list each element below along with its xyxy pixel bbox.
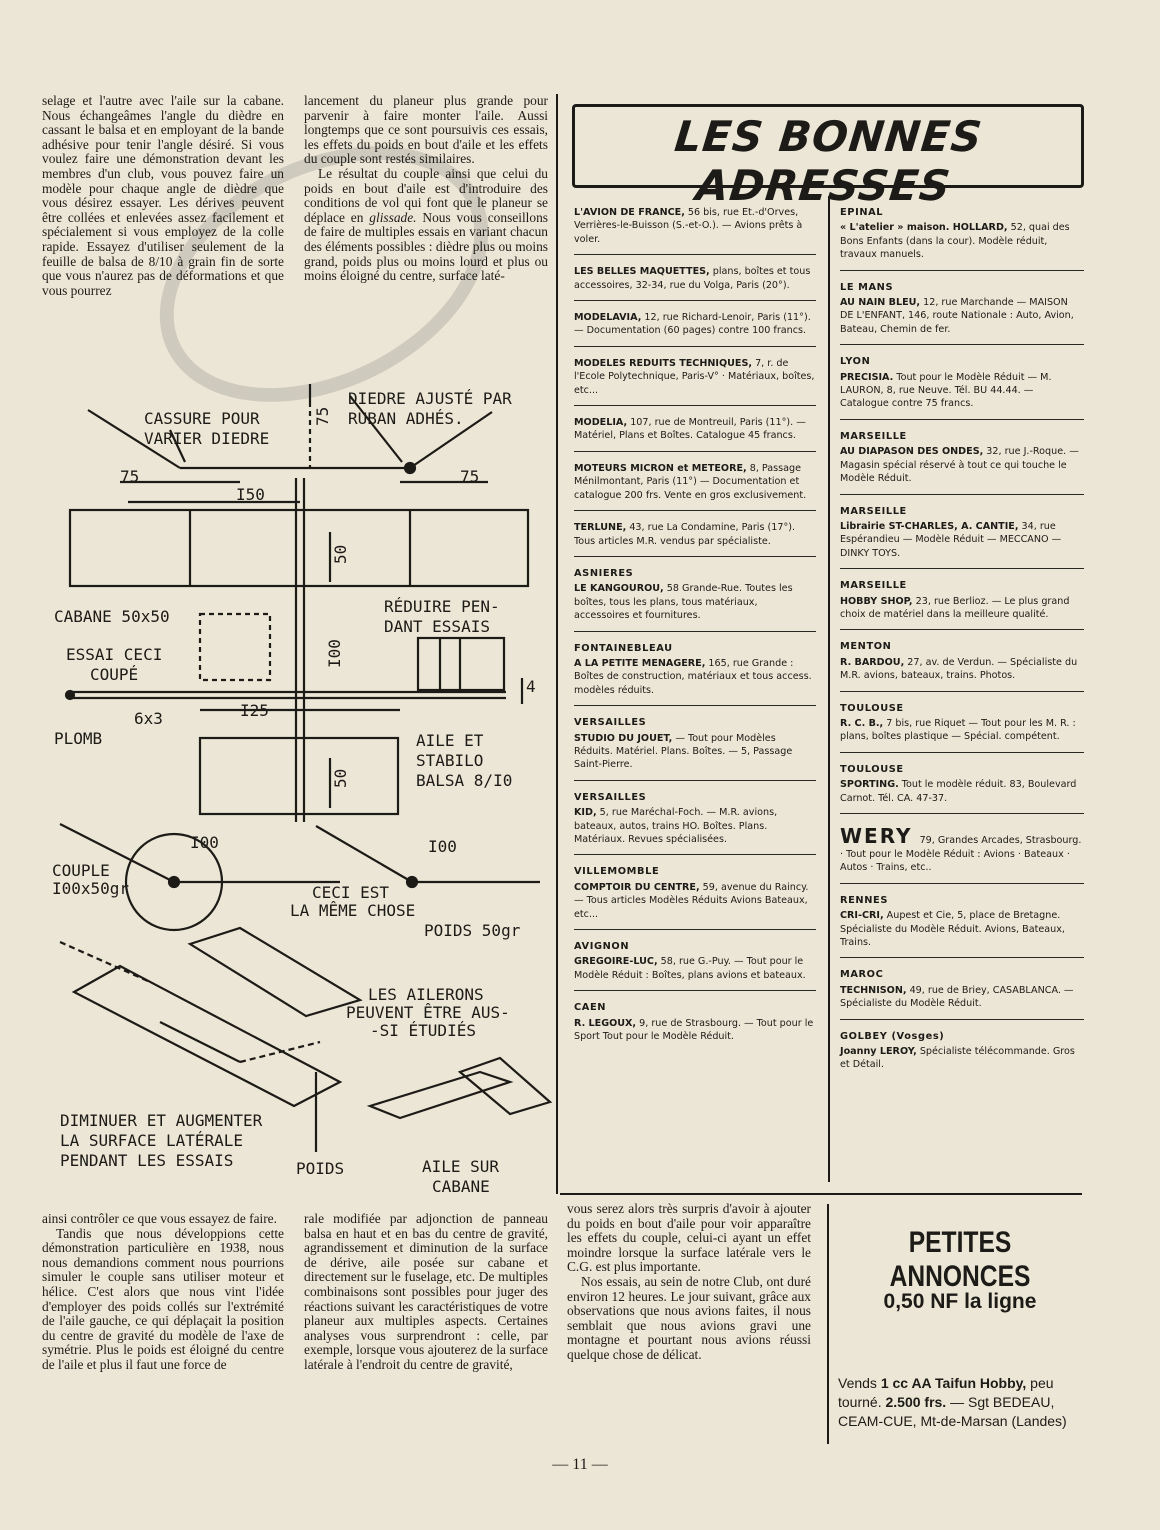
- address-city: TOULOUSE: [840, 763, 904, 775]
- address-text: [574, 1017, 816, 1044]
- addresses-right-column: [840, 202, 1084, 1086]
- address-text: [840, 520, 1084, 560]
- shop-name: R. C. B.,: [840, 717, 884, 729]
- address-text: [574, 416, 816, 443]
- address-city: VERSAILLES: [574, 717, 647, 729]
- shop-details: 7, r. de l'Ecole Polytechnique, Paris-V° · Matériaux, boîtes, etc...: [574, 357, 815, 396]
- shop-name: TERLUNE,: [574, 522, 627, 534]
- paragraph: Le résultat du couple ainsi que celui du poids en bout d'aile est d'introduire des conditions de vol qui font que le planeur se déplace en glissade. Nous vous conseillons de faire de multiples essais en variant chacun des éléments possibles : dièdre plus ou moins grand, poids plus ou moins lourd et plus ou moins éloigné du centre, surface laté-: [304, 165, 548, 284]
- address-entry: [574, 861, 816, 930]
- shop-name: HOBBY SHOP,: [840, 595, 913, 607]
- section-title: LES BONNES ADRESSES: [672, 112, 985, 210]
- address-text: [840, 296, 1084, 336]
- shop-details: 27, av. de Verdun. — Spécialiste du M.R. avions, bateaux, trains. Photos.: [840, 656, 1078, 682]
- article-column-1-bottom: [42, 1212, 284, 1373]
- address-text: [840, 221, 1084, 261]
- shop-name: PRECISIA.: [840, 371, 894, 383]
- shop-details: 34, rue Espérandieu — Modèle Réduit — MECCANO — DINKY TOYS.: [840, 520, 1062, 559]
- label-cassure: CASSURE POUR: [144, 409, 260, 428]
- shop-details: Tout pour le Modèle Réduit — M. LAURON, 8, rue Neuve. Tél. BU 44.44. — Catalogue contre 75 francs.: [840, 371, 1052, 410]
- label-diedre-2: RUBAN ADHÉS.: [348, 409, 464, 428]
- address-text: [574, 806, 816, 846]
- address-entry: [840, 820, 1084, 884]
- label-diedre-1: DIEDRE AJUSTÉ PAR: [348, 389, 512, 408]
- label-couple-1: COUPLE: [52, 861, 110, 880]
- paragraph: Nos essais, au sein de notre Club, ont duré environ 12 heures. Le jour suivant, grâce aux observations que nous avions faites, il nous semblait que nous avions gravi une montagne et pourtant nous avions réussi quelque chose de délicat.: [567, 1273, 811, 1362]
- address-entry: [574, 997, 816, 1051]
- glider-diagram: [40, 382, 552, 1202]
- address-text: [574, 732, 816, 772]
- shop-details: 58, rue G.-Puy. — Tout pour le Modèle Réduit : Boîtes, plans avions et bateaux.: [574, 956, 806, 981]
- label-dim-text-1: DIMINUER ET AUGMENTER: [60, 1111, 263, 1130]
- label-ceci-1: CECI EST: [312, 883, 390, 902]
- label-ailerons-2: PEUVENT ÊTRE AUS-: [346, 1003, 510, 1022]
- address-city: VERSAILLES: [574, 791, 647, 803]
- address-text: [574, 582, 816, 622]
- address-entry: [574, 712, 816, 781]
- address-city: CAEN: [574, 1002, 607, 1014]
- column-divider: [827, 1204, 829, 1444]
- address-text: [574, 955, 816, 982]
- shop-name: A LA PETITE MENAGERE,: [574, 657, 706, 669]
- paragraph: rale modifiée par adjonction de panneau balsa en haut et en bas du centre de gravité, agrandissement et diminution de la surface de dérive, aile posée sur cabane et directement sur le fuselage, etc. De multiples combinaisons sont possibles pour juger des réactions suivant les caractéristiques de votre planeur aux multiples aspects. Certaines analyses vous surprendront : celle, par exemple, lorsque vous ajouterez de la surface latérale à l'endroit du centre de gravité,: [304, 1211, 548, 1372]
- address-entry: [840, 698, 1084, 753]
- address-text: [840, 656, 1084, 683]
- shop-details: — Tout pour Modèles Réduits. Matériel. Plans. Boîtes. — 5, Passage Saint-Pierre.: [574, 732, 793, 771]
- label-dim-text-2: LA SURFACE LATÉRALE: [60, 1131, 244, 1150]
- address-entry: [574, 787, 816, 856]
- label-ceci-2: LA MÊME CHOSE: [290, 901, 416, 920]
- paragraph: lancement du planeur plus grande pour parvenir à faire monter l'aile. Aussi longtemps que ce sont poursuivis ces essais, les effets du poids en bout d'aile et les effets du couple sont restés similaires.: [304, 93, 548, 167]
- address-entry: [840, 1026, 1084, 1080]
- label-poids: POIDS: [296, 1159, 345, 1178]
- label-poids-50: POIDS 50gr: [424, 921, 521, 940]
- address-text: [574, 357, 816, 397]
- address-text: [574, 462, 816, 502]
- shop-name: STUDIO DU JOUET,: [574, 732, 673, 744]
- address-entry: [840, 202, 1084, 271]
- shop-details: 8, Passage Ménilmontant, Paris (11°) — Documentation et catalogue 200 frs. Vente en gros exclusivement.: [574, 462, 807, 501]
- article-column-2-top: [304, 94, 548, 284]
- address-entry: [574, 638, 816, 707]
- classifieds-title: PETITES ANNONCES: [889, 1226, 1031, 1293]
- address-text: [574, 265, 816, 292]
- address-city: VILLEMOMBLE: [574, 866, 660, 878]
- address-text: [574, 206, 816, 246]
- label-essai-2: COUPÉ: [90, 665, 139, 684]
- address-city: ASNIERES: [574, 567, 634, 579]
- label-dim-text-3: PENDANT LES ESSAIS: [60, 1151, 234, 1170]
- address-city: MARSEILLE: [840, 580, 907, 592]
- label-dim-75a: 75: [120, 467, 140, 486]
- classifieds-price: 0,50 NF la ligne: [883, 1290, 1037, 1313]
- label-dim-75b: 75: [313, 406, 332, 426]
- address-text: [840, 824, 1084, 875]
- address-text: [840, 984, 1084, 1011]
- address-text: [840, 1045, 1084, 1072]
- article-column-3-bottom: [567, 1202, 811, 1363]
- address-city: TOULOUSE: [840, 702, 904, 714]
- shop-name: L'AVION DE FRANCE,: [574, 207, 685, 218]
- shop-details: 52, quai des Bons Enfants (dans la cour). Modèle réduit, travaux manuels.: [840, 222, 1070, 261]
- address-text: [574, 881, 816, 921]
- section-divider: [560, 1193, 1082, 1195]
- address-city: MENTON: [840, 641, 892, 653]
- paragraph: ainsi contrôler ce que vous essayez de faire.: [42, 1211, 277, 1226]
- address-text: [840, 909, 1084, 949]
- label-cabane: CABANE 50x50: [54, 607, 170, 626]
- label-varier: VARIER DIEDRE: [144, 429, 270, 448]
- shop-name: R. BARDOU,: [840, 656, 905, 668]
- label-ailerons-3: -SI ÉTUDIÉS: [370, 1021, 476, 1040]
- label-plomb: PLOMB: [54, 729, 103, 748]
- shop-name: MODELAVIA,: [574, 312, 642, 324]
- column-divider: [828, 196, 830, 1182]
- address-city: AVIGNON: [574, 941, 630, 953]
- shop-name: R. LEGOUX,: [574, 1017, 637, 1029]
- shop-name: Librairie ST-CHARLES, A. CANTIE,: [840, 520, 1019, 532]
- shop-name: KID,: [574, 807, 597, 819]
- shop-name: MOTEURS MICRON et METEORE,: [574, 462, 747, 474]
- label-dim-6x3: 6x3: [134, 709, 163, 728]
- label-dim-100c: I00: [428, 837, 457, 856]
- address-entry: [840, 964, 1084, 1019]
- address-entry: [840, 575, 1084, 630]
- address-city: MARSEILLE: [840, 505, 907, 517]
- address-text: [840, 778, 1084, 805]
- label-ailerons-1: LES AILERONS: [368, 985, 484, 1004]
- shop-name: WERY: [840, 824, 913, 848]
- shop-details: 107, rue de Montreuil, Paris (11°). — Matériel, Plans et Boîtes. Catalogue 45 francs.: [574, 417, 806, 442]
- label-dim-125: I25: [240, 701, 269, 720]
- address-city: EPINAL: [840, 207, 884, 218]
- shop-details: 56 bis, rue Et.-d'Orves, Verrières-le-Buisson (S.-et-O.). — Avions prêts à voler.: [574, 207, 803, 245]
- label-aile-sur-2: CABANE: [432, 1177, 490, 1196]
- address-text: [574, 657, 816, 697]
- shop-details: 59, avenue du Raincy. — Tous articles Modèles Réduits Avions Bateaux, etc...: [574, 881, 809, 920]
- label-couple-2: I00x50gr: [52, 879, 130, 898]
- address-city: MAROC: [840, 969, 884, 981]
- address-city: GOLBEY (Vosges): [840, 1030, 945, 1042]
- paragraph: vous serez alors très surpris d'avoir à ajouter du poids en bout d'aile pour voir apparaître les effets du couple, celui-ci ayant un effet moindre lorsque la surface latérale vers le C.G. est plus importante.: [567, 1201, 811, 1275]
- shop-details: 12, rue Marchande — MAISON DE L'ENFANT, 146, route Nationale : Auto, Avion, Bateau, Chemin de fer.: [840, 297, 1074, 335]
- shop-name: AU DIAPASON DES ONDES,: [840, 446, 984, 458]
- address-city: LYON: [840, 356, 871, 368]
- shop-details: 165, rue Grande : Boîtes de construction, matériaux et tous access. modèles réduits.: [574, 657, 812, 696]
- shop-name: COMPTOIR DU CENTRE,: [574, 881, 700, 893]
- shop-name: GREGOIRE-LUC,: [574, 956, 658, 968]
- address-text: [840, 717, 1084, 744]
- address-text: [840, 371, 1084, 411]
- label-essai-1: ESSAI CECI: [66, 645, 163, 664]
- address-entry: [574, 563, 816, 632]
- address-entry: [574, 458, 816, 511]
- address-entry: [840, 426, 1084, 495]
- address-entry: [840, 636, 1084, 691]
- address-entry: [574, 936, 816, 991]
- shop-name: LE KANGOUROU,: [574, 583, 664, 595]
- address-entry: [840, 351, 1084, 420]
- shop-details: Aupest et Cie, 5, place de Bretagne. Spécialiste du Modèle Réduit. Avions, Bateaux, Trains.: [840, 910, 1065, 949]
- label-aile-3: BALSA 8/I0: [416, 771, 513, 790]
- address-entry: [574, 353, 816, 406]
- address-text: [840, 595, 1084, 622]
- address-city: RENNES: [840, 894, 888, 906]
- shop-details: 7 bis, rue Riquet — Tout pour les M. R. : plans, boîtes plastique — Spécial. compétent.: [840, 717, 1076, 743]
- shop-details: Spécialiste télécommande. Gros et Détail.: [840, 1046, 1075, 1071]
- page-number: — 11 —: [552, 1456, 608, 1473]
- shop-name: SPORTING.: [840, 779, 899, 791]
- address-city: FONTAINEBLEAU: [574, 642, 673, 654]
- label-dim-4: 4: [526, 677, 536, 696]
- shop-details: 58 Grande-Rue. Toutes les boîtes, tous les plans, tous matériaux, accessoires et fournitures.: [574, 583, 793, 622]
- label-aile-sur-1: AILE SUR: [422, 1157, 500, 1176]
- addresses-left-column: [574, 202, 816, 1057]
- address-city: MARSEILLE: [840, 430, 907, 442]
- label-dim-100b: I00: [190, 833, 219, 852]
- shop-name: AU NAIN BLEU,: [840, 297, 921, 309]
- label-reduire-1: RÉDUIRE PEN-: [384, 597, 500, 616]
- address-entry: [574, 202, 816, 255]
- address-city: LE MANS: [840, 281, 894, 293]
- address-entry: [574, 517, 816, 557]
- shop-details: 79, Grandes Arcades, Strasbourg. · Tout pour le Modèle Réduit : Avions · Bateaux · Autos · Trains, etc..: [840, 835, 1082, 874]
- article-column-1-top: [42, 94, 284, 298]
- label-dim-50a: 50: [331, 544, 350, 564]
- shop-details: 9, rue de Strasbourg. — Tout pour le Sport Tout pour le Modèle Réduit.: [574, 1017, 814, 1043]
- address-entry: [840, 277, 1084, 346]
- address-text: [574, 311, 816, 338]
- address-text: [574, 521, 816, 548]
- shop-details: Tout le modèle réduit. 83, Boulevard Carnot. Tél. CA. 47-37.: [840, 779, 1077, 804]
- column-divider: [556, 94, 558, 1194]
- shop-details: 23, rue Berlioz. — Le plus grand choix de matériel dans la meilleure qualité.: [840, 595, 1070, 620]
- label-aile-1: AILE ET: [416, 731, 484, 750]
- shop-details: 5, rue Maréchal-Foch. — M.R. avions, bateaux, autos, trains HO. Boîtes. Plans. Matériaux. Revues spécialisées.: [574, 807, 778, 845]
- shop-name: TECHNISON,: [840, 984, 907, 996]
- classified-ad: Vends 1 cc AA Taifun Hobby, peu tourné. 2.500 frs. — Sgt BEDEAU, CEAM-CUE, Mt-de-Marsan (Landes): [838, 1375, 1067, 1429]
- label-reduire-2: DANT ESSAIS: [384, 617, 490, 636]
- address-entry: [840, 501, 1084, 570]
- shop-details: 43, rue La Condamine, Paris (17°). Tous articles M.R. vendus par spécialiste.: [574, 522, 796, 547]
- shop-details: plans, boîtes et tous accessoires, 32-34, rue du Volga, Paris (20°).: [574, 266, 811, 291]
- label-dim-75c: 75: [460, 467, 480, 486]
- article-column-2-bottom: [304, 1212, 548, 1373]
- label-dim-50b: 50: [331, 768, 350, 788]
- address-entry: [574, 307, 816, 347]
- address-entry: [840, 759, 1084, 814]
- shop-name: LES BELLES MAQUETTES,: [574, 266, 710, 278]
- address-entry: [574, 412, 816, 452]
- shop-name: CRI-CRI,: [840, 910, 884, 922]
- shop-name: « L'atelier » maison. HOLLARD,: [840, 222, 1008, 234]
- address-text: [840, 445, 1084, 485]
- shop-name: Joanny LEROY,: [840, 1046, 917, 1058]
- shop-details: 32, rue J.-Roque. — Magasin spécial réservé à tout ce qui touche le Modèle Réduit.: [840, 446, 1079, 485]
- shop-name: MODELIA,: [574, 417, 628, 429]
- paragraph: selage et l'autre avec l'aile sur la cabane. Nous échangeâmes l'angle du dièdre en cassant le balsa et en employant de la bande adhésive pour tenir l'angle désiré. Si vous voulez faire une démonstration devant les membres d'un club, vous pouvez faire un modèle pour chaque angle de dièdre que vous désirez essayer. Les dérives peuvent être collées et enlevées assez facilement et spécialement si vous employez de la colle rapide. Essayez d'utiliser seulement de la feuille de balsa de 8/10 à grain fin de sorte que vous n'aurez pas de déformations et que vous pourrez: [42, 93, 284, 298]
- address-entry: [840, 890, 1084, 959]
- label-aile-2: STABILO: [416, 751, 484, 770]
- shop-name: MODELES REDUITS TECHNIQUES,: [574, 357, 753, 369]
- label-dim-150: I50: [236, 485, 265, 504]
- shop-details: 49, rue de Briey, CASABLANCA. — Spécialiste du Modèle Réduit.: [840, 984, 1074, 1010]
- label-dim-100: I00: [325, 639, 344, 668]
- address-entry: [574, 261, 816, 301]
- paragraph: Tandis que nous développions cette démonstration particulière en 1938, nous nous demandions comment nous pourrions simuler le couple sans utiliser moteur et hélice. C'est alors que nous vint l'idée d'employer des poids collés sur l'extrémité de l'aile gauche, ce qui déplaçait la position du centre de gravité du modèle de l'axe de symétrie. Plus le poids est éloigné du centre de l'aile et plus il faut une force de: [42, 1225, 284, 1372]
- shop-details: 12, rue Richard-Lenoir, Paris (11°). — Documentation (60 pages) contre 100 francs.: [574, 312, 811, 337]
